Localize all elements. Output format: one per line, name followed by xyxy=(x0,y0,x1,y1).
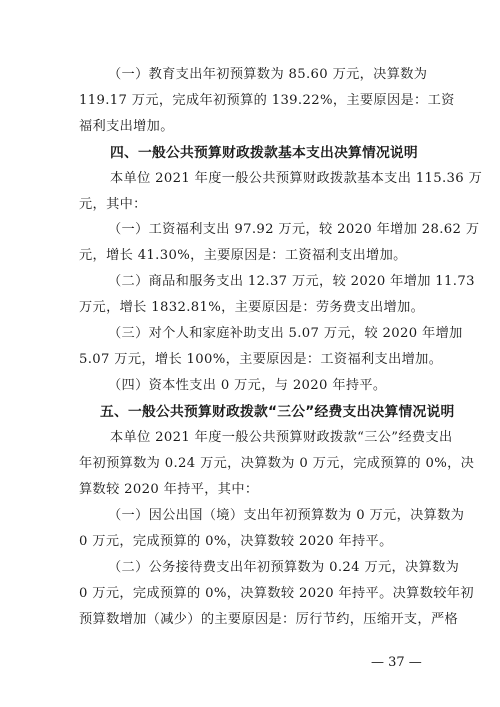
text-line-19: 0 万元，完成预算的 0%，决算数较 2020 年持平。 xyxy=(79,534,393,549)
text-line-1: （一）教育支出年初预算数为 85.60 万元，决算数为 xyxy=(108,67,428,82)
text-line-17: 算数较 2020 年持平，其中： xyxy=(79,482,259,497)
page-number: — 37 — xyxy=(371,655,422,670)
text-line-15: 本单位 2021 年度一般公共预算财政拨款“三公”经费支出 xyxy=(110,430,453,445)
text-line-21: 0 万元，完成预算的 0%，决算数较 2020 年持平。决算数较年初 xyxy=(79,586,474,601)
text-line-22: 预算数增加（减少）的主要原因是：厉行节约，压缩开支，严格 xyxy=(79,612,459,627)
text-line-6: 元，其中： xyxy=(79,197,147,212)
text-line-20: （二）公务接待费支出年初预算数为 0.24 万元，决算数为 xyxy=(108,560,460,575)
text-line-9: （二）商品和服务支出 12.37 万元，较 2020 年增加 11.73 xyxy=(108,274,475,289)
section-heading-4: 四、一般公共预算财政拨款基本支出决算情况说明 xyxy=(110,145,418,161)
text-line-3: 福利支出增加。 xyxy=(79,119,174,134)
text-line-11: （三）对个人和家庭补助支出 5.07 万元，较 2020 年增加 xyxy=(108,326,463,341)
text-line-5: 本单位 2021 年度一般公共预算财政拨款基本支出 115.36 万 xyxy=(110,171,483,186)
text-line-7: （一）工资福利支出 97.92 万元，较 2020 年增加 28.62 万 xyxy=(108,222,480,237)
text-line-12: 5.07 万元，增长 100%，主要原因是：工资福利支出增加。 xyxy=(79,352,443,367)
section-heading-5: 五、一般公共预算财政拨款“三公”经费支出决算情况说明 xyxy=(100,404,455,420)
text-line-16: 年初预算数为 0.24 万元，决算数为 0 万元，完成预算的 0%，决 xyxy=(79,456,475,471)
text-line-10: 万元，增长 1832.81%，主要原因是：劳务费支出增加。 xyxy=(79,300,425,315)
text-line-13: （四）资本性支出 0 万元，与 2020 年持平。 xyxy=(108,378,387,393)
text-line-2: 119.17 万元，完成年初预算的 139.22%，主要原因是：工资 xyxy=(79,93,455,108)
text-line-18: （一）因公出国（境）支出年初预算数为 0 万元，决算数为 xyxy=(108,508,465,523)
text-line-8: 元，增长 41.30%，主要原因是：工资福利支出增加。 xyxy=(79,248,407,263)
